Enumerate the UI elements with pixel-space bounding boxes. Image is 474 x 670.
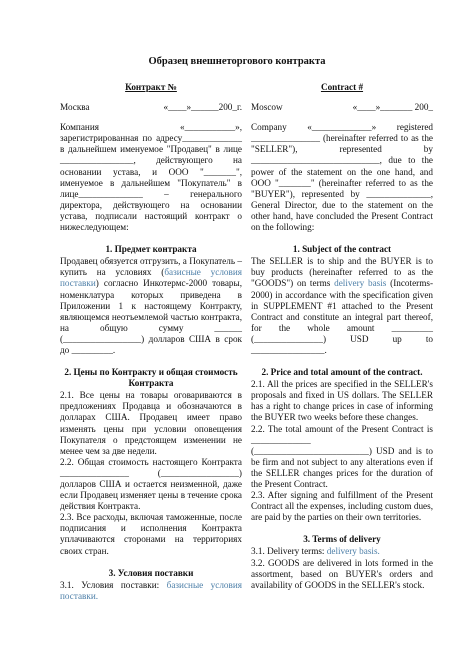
en-section-1-title: 1. Subject of the contract	[292, 244, 392, 255]
ru-contract-heading: Контракт №	[125, 82, 177, 92]
en-contract-heading: Contract #	[320, 82, 364, 92]
en-clause-3-1	[251, 546, 433, 557]
ru-s1-text-b: ) согласно Инкотермс-2000 товары, номенклатура которых приведена в Приложении 1 к настоящему Контракту, являющемся неотъемлемой частью контракта, на общую сумму ______ (_________________) долларов США в срок до _________.	[60, 278, 242, 355]
ru-city: Москва	[60, 102, 90, 113]
en-s1-delivery-basis: delivery basis	[334, 278, 387, 289]
ru-s3-1-label: 3.1. Условия поставки:	[60, 579, 167, 590]
russian-column	[60, 82, 242, 602]
ru-clause-2-1: 2.1. Все цены на товары оговариваются в предложениях Продавца и обозначаются в долларах США. Продавец имеет право изменять цены при условии оповещения Покупателя о предстоящем изменении не менее чем за две недели.	[60, 390, 242, 456]
ru-clause-2-2: 2.2. Общая стоимость настоящего Контракта _______________ (_________________) долларов США и остается неизменной, даже если Продавец изменяет цены в течение срока действия Контракта.	[60, 456, 242, 512]
document-title: Образец внешнеторгового контракта	[148, 56, 326, 67]
en-s3-1-label: 3.1. Delivery terms:	[251, 546, 327, 557]
ru-s3-1-delivery-terms: базисные условия поставки.	[60, 579, 243, 601]
ru-clause-2-3: 2.3. Все расходы, включая таможенные, после подписания и исполнения Контракта уплачиваются сторонами на территориях своих стран.	[60, 512, 242, 556]
en-clause-2-1: 2.1. All the prices are specified in the SELLER's proposals and fixed in US dollars. The SELLER has a right to change prices in case of informing the BUYER two weeks before these changes.	[251, 379, 433, 423]
en-s1-text-b: (Incoterms-2000) in accordance with the specification given in SUPPLEMENT #1 attached to the Present Contract and constitute an integral part thereof, for the whole amount _________ (_______________) USD up to ________________.	[251, 278, 433, 355]
en-section-2-title: 2. Price and total amount of the contract.	[261, 367, 423, 378]
en-clause-2-2: 2.2. The total amount of the Present Contract is _____________ (_________________________) USD and is to be firm and not subject to any alterations even if the SELLER changes prices for the duration of the Present Contract.	[251, 423, 433, 489]
ru-section-1-text	[60, 256, 242, 356]
english-column	[251, 82, 433, 591]
ru-intro-paragraph: Компания «___________», зарегистрированная по адресу_____________ в дальнейшем именуемое "Продавец" в лице ________________, действующего на основании устава, и ООО "_______", именуемое в дальнейшем "Покупатель" в лице______________ – генерального директора, действующего на основании устава, подписали настоящий контракт о нижеследующем:	[60, 122, 242, 233]
ru-date: «____»______200_г.	[163, 102, 242, 113]
ru-section-2-title: 2. Цены по Контракту и общая стоимость Контракта	[64, 367, 238, 389]
en-s3-1-delivery-basis: delivery basis.	[326, 546, 380, 557]
en-city: Moscow	[251, 102, 283, 113]
en-date: «____»_______ 200_	[352, 102, 433, 113]
en-section-3-title: 3. Terms of delivery	[303, 534, 381, 545]
en-clause-2-3: 2.3. After signing and fulfillment of the Present Contract all the expenses, including custom dues, are paid by the parties on their own territories.	[251, 490, 433, 523]
en-clause-3-2: 3.2. GOODS are delivered in lots formed in the assortment, based on BUYER's orders and availability of GOODS in the SELLER's stock.	[251, 557, 433, 590]
ru-section-1-title: 1. Предмет контракта	[105, 244, 197, 255]
en-s1-text-a: The SELLER is to ship and the BUYER is to buy products (hereinafter referred to as the "GOODS") on terms	[251, 256, 433, 289]
en-intro-paragraph: Company «_____________» registered _______________ (hereinafter referred to as the "SELLER"), represented by ____________________________, due to the power of the statement on the one hand, and OOO "_______" (hereinafter referred to as the "BUYER"), represented by ______________, General Director, due to the statement on the other hand, have concluded the Present Contract on the following:	[251, 122, 433, 233]
ru-section-3-title: 3. Условия поставки	[108, 567, 194, 578]
ru-city-date-line	[60, 102, 242, 113]
en-city-date-line	[251, 102, 433, 113]
ru-s1-text-a: Продавец обязуется отгрузить, а Покупатель – купить на условиях (	[60, 256, 242, 278]
ru-s1-delivery-terms: базисные условия поставки	[60, 267, 242, 289]
en-section-1-text	[251, 256, 433, 356]
ru-clause-3-1	[60, 580, 242, 602]
